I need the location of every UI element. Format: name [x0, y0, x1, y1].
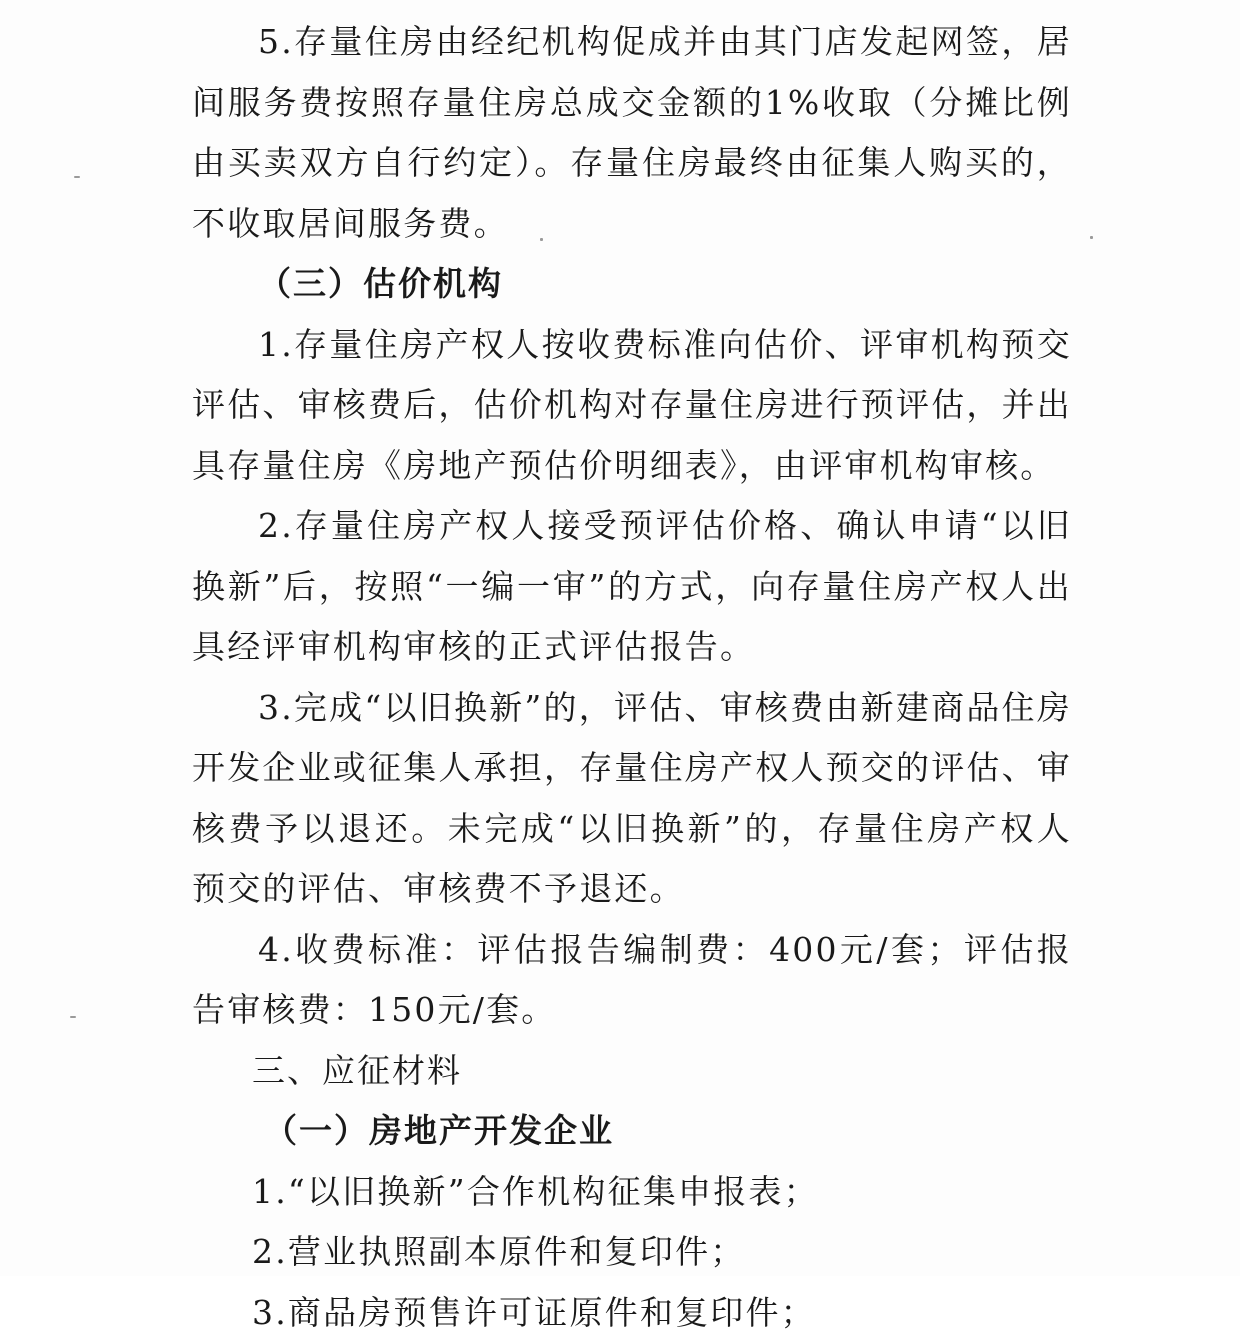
section-heading-appraisal-agency: （三）估价机构	[192, 254, 1072, 315]
document-body	[192, 12, 1072, 1343]
scan-speck	[70, 1016, 76, 1018]
sub-heading-developer: （一）房地产开发企业	[192, 1101, 1072, 1162]
paragraph-appraisal-refund: 3.完成“以旧换新”的，评估、审核费由新建商品住房开发企业或征集人承担，存量住房产权人预交的评估、审核费予以退还。未完成“以旧换新”的，存量住房产权人预交的评估、审核费不予退还。	[192, 678, 1072, 920]
paragraph-fee-standard: 4.收费标准：评估报告编制费：400元/套；评估报告审核费：150元/套。	[192, 920, 1072, 1041]
scan-speck	[74, 176, 80, 178]
chapter-heading-materials: 三、应征材料	[192, 1041, 1072, 1102]
paragraph-appraisal-prepay: 1.存量住房产权人按收费标准向估价、评审机构预交评估、审核费后，估价机构对存量住房进行预评估，并出具存量住房《房地产预估价明细表》，由评审机构审核。	[192, 315, 1072, 497]
paragraph-appraisal-report: 2.存量住房产权人接受预评估价格、确认申请“以旧换新”后，按照“一编一审”的方式，向存量住房产权人出具经评审机构审核的正式评估报告。	[192, 496, 1072, 678]
scan-speck	[1090, 236, 1093, 239]
list-item: 2.营业执照副本原件和复印件；	[192, 1222, 1072, 1283]
list-item: 1.“以旧换新”合作机构征集申报表；	[192, 1162, 1072, 1223]
list-item: 3.商品房预售许可证原件和复印件；	[192, 1283, 1072, 1343]
paragraph-brokerage-fee: 5.存量住房由经纪机构促成并由其门店发起网签，居间服务费按照存量住房总成交金额的1%收取（分摊比例由买卖双方自行约定）。存量住房最终由征集人购买的，不收取居间服务费。	[192, 12, 1072, 254]
